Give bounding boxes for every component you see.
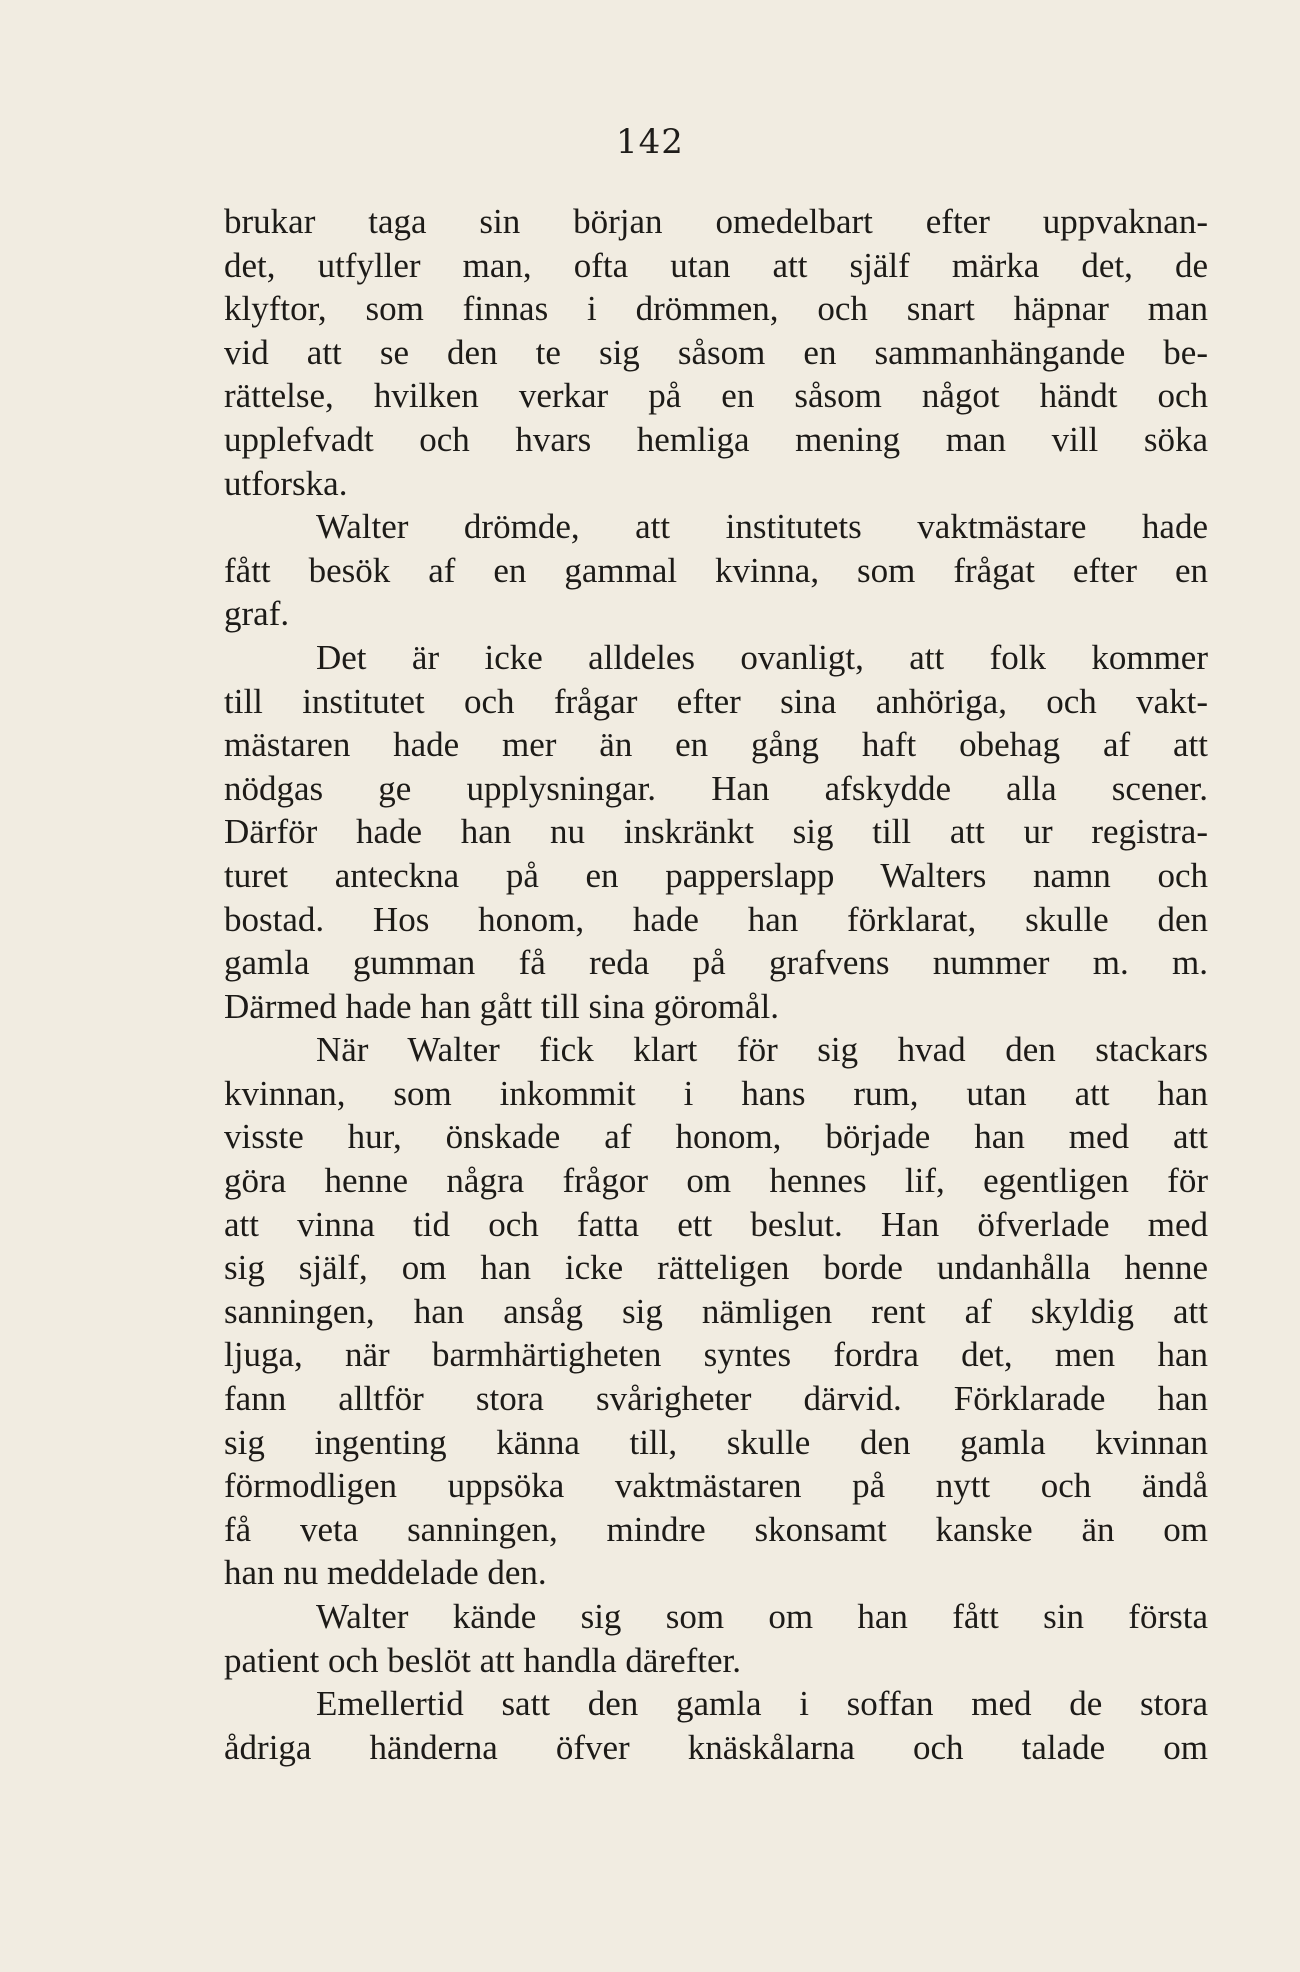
paragraph bbox=[224, 1028, 1208, 1595]
text-line: brukar taga sin början omedelbart efter uppvaknan- bbox=[224, 202, 1208, 241]
paragraph bbox=[224, 1595, 1208, 1682]
text-line: visste hur, önskade af honom, började han med att bbox=[224, 1117, 1208, 1157]
text-line: sanningen, han ansåg sig nämligen rent af skyldig att bbox=[224, 1291, 1208, 1331]
text-line: förmodligen uppsöka vaktmästaren på nytt och ändå bbox=[224, 1466, 1208, 1506]
text-line: Walter drömde, att institutets vaktmästare hade bbox=[316, 507, 1208, 547]
text-line: bostad. Hos honom, hade han förklarat, skulle den bbox=[224, 899, 1208, 939]
text-line: sig ingenting känna till, skulle den gamla kvinnan bbox=[224, 1422, 1208, 1462]
text-line: klyftor, som finnas i drömmen, och snart häpnar man bbox=[224, 289, 1208, 329]
text-line: ljuga, när barmhärtigheten syntes fordra det, men han bbox=[224, 1335, 1208, 1375]
text-line: få veta sanningen, mindre skonsamt kanske än om bbox=[224, 1509, 1208, 1549]
text-line: utforska. bbox=[224, 463, 348, 503]
page-number: 142 bbox=[616, 122, 684, 162]
text-line: rättelse, hvilken verkar på en såsom något händt och bbox=[224, 376, 1208, 416]
text-line: patient och beslöt att handla därefter. bbox=[224, 1640, 742, 1680]
text-line: sig själf, om han icke rätteligen borde undanhålla henne bbox=[224, 1248, 1208, 1288]
text-line: Därför hade han nu inskränkt sig till att ur registra- bbox=[224, 812, 1208, 852]
text-line: turet anteckna på en papperslapp Walters namn och bbox=[224, 855, 1208, 895]
text-line: han nu meddelade den. bbox=[224, 1553, 547, 1593]
body-text bbox=[224, 200, 1208, 1769]
text-line: det, utfyller man, ofta utan att själf märka det, de bbox=[224, 245, 1208, 285]
text-line: fann alltför stora svårigheter därvid. Förklarade han bbox=[224, 1379, 1208, 1419]
text-line: graf. bbox=[224, 594, 290, 634]
text-line: Walter kände sig som om han fått sin första bbox=[316, 1597, 1208, 1636]
paragraph bbox=[224, 505, 1208, 636]
text-line: gamla gumman få reda på grafvens nummer m. m. bbox=[224, 943, 1208, 983]
text-line: göra henne några frågor om hennes lif, egentligen för bbox=[224, 1161, 1208, 1201]
text-line: vid att se den te sig såsom en sammanhängande be- bbox=[224, 332, 1208, 372]
text-line: När Walter fick klart för sig hvad den stackars bbox=[316, 1030, 1208, 1070]
text-line: kvinnan, som inkommit i hans rum, utan att han bbox=[224, 1073, 1208, 1113]
text-line: Det är icke alldeles ovanligt, att folk kommer bbox=[316, 637, 1208, 677]
text-line: mästaren hade mer än en gång haft obehag af att bbox=[224, 725, 1208, 765]
text-line: Emellertid satt den gamla i soffan med de stora bbox=[316, 1684, 1208, 1724]
text-line: till institutet och frågar efter sina anhöriga, och vakt- bbox=[224, 681, 1208, 721]
text-line: nödgas ge upplysningar. Han afskydde alla scener. bbox=[224, 768, 1208, 808]
text-line: upplefvadt och hvars hemliga mening man vill söka bbox=[224, 419, 1208, 459]
text-line: ådriga händerna öfver knäskålarna och talade om bbox=[224, 1727, 1208, 1767]
text-line: fått besök af en gammal kvinna, som frågat efter en bbox=[224, 550, 1208, 590]
paragraph bbox=[224, 200, 1208, 505]
paragraph bbox=[224, 636, 1208, 1028]
paragraph bbox=[224, 1682, 1208, 1769]
text-line: Därmed hade han gått till sina göromål. bbox=[224, 986, 779, 1026]
text-line: att vinna tid och fatta ett beslut. Han öfverlade med bbox=[224, 1204, 1208, 1244]
